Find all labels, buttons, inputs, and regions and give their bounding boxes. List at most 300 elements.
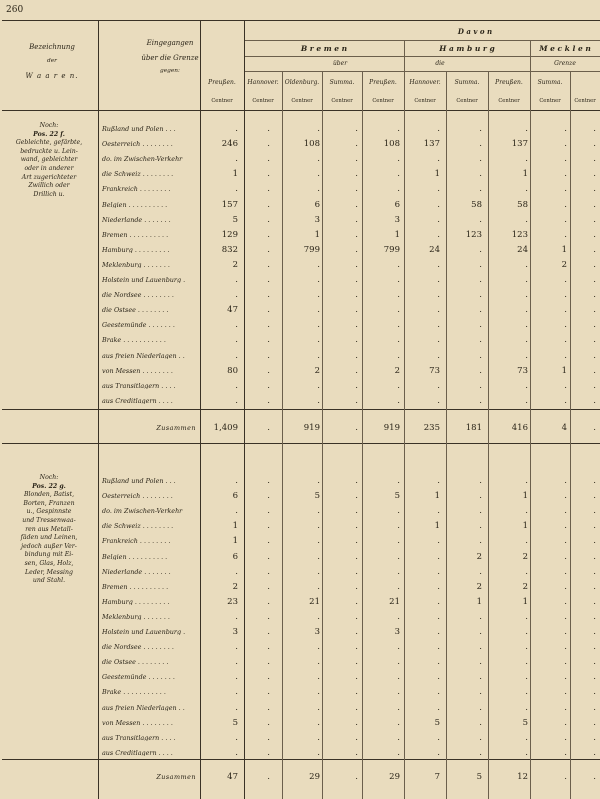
table-cell: . [564, 672, 567, 683]
table-cell: . [479, 702, 482, 713]
table-cell: 1 [561, 365, 567, 376]
origin-label: die Schweiz . . . . . . . . [102, 523, 174, 530]
table-cell: 5 [232, 717, 238, 728]
goods-description-line: Zwillich oder [28, 182, 70, 190]
table-cell: . [564, 124, 567, 134]
table-cell: . [437, 536, 440, 547]
table-cell: . [525, 305, 528, 316]
table-cell: . [593, 672, 596, 683]
table-cell: . [564, 491, 567, 502]
goods-description-line: Noch: [39, 122, 59, 129]
total-label: Zusammen [156, 424, 196, 432]
table-cell: . [437, 124, 440, 134]
table-cell: . [437, 476, 440, 486]
origin-label: Holstein und Lauenburg . [102, 629, 186, 636]
table-cell: . [317, 184, 320, 195]
table-cell: . [317, 551, 320, 562]
table-cell: . [479, 657, 482, 668]
table-cell: . [593, 305, 596, 316]
table-cell: . [564, 476, 567, 486]
table-cell: . [525, 732, 528, 743]
origin-label: Brake . . . . . . . . . . . [102, 337, 166, 344]
table-cell: . [593, 687, 596, 698]
table-cell: . [479, 521, 482, 532]
table-cell: . [267, 350, 270, 361]
table-cell: . [593, 506, 596, 517]
table-cell: . [317, 581, 320, 592]
table-cell: . [317, 747, 320, 758]
table-cell: . [267, 596, 270, 607]
table-cell: . [479, 380, 482, 391]
table-cell: 47 [227, 305, 238, 316]
table-cell: . [355, 566, 358, 577]
total-cell: . [564, 772, 567, 782]
subcol-header: Oldenburg. [284, 79, 320, 86]
table-cell: . [437, 611, 440, 622]
table-cell: . [355, 169, 358, 180]
total-cell: . [267, 423, 270, 433]
table-cell: . [479, 214, 482, 225]
table-cell: . [437, 290, 440, 301]
header-davon: D a v o n [457, 27, 493, 36]
origin-label: Belgien . . . . . . . . . . [102, 553, 168, 560]
total-cell: 919 [383, 423, 400, 433]
rule-col [362, 71, 363, 799]
origin-label: die Nordsee . . . . . . . . [102, 292, 174, 299]
table-cell: . [397, 551, 400, 562]
table-cell: . [564, 229, 567, 240]
unit-label: Centner [498, 98, 520, 104]
table-cell: . [593, 139, 596, 150]
origin-label: Meklenburg . . . . . . . [102, 613, 170, 621]
table-cell: 1 [561, 244, 567, 255]
table-cell: 73 [429, 365, 440, 376]
table-cell: . [397, 672, 400, 683]
origin-label: die Ostsee . . . . . . . . [102, 307, 169, 314]
table-cell: 799 [303, 244, 320, 255]
goods-description-line: Blonden, Batist, [23, 491, 75, 499]
table-cell: 1 [522, 169, 528, 180]
table-cell: 1 [434, 521, 440, 532]
table-cell: . [593, 395, 596, 406]
table-cell: 5 [314, 491, 320, 502]
table-cell: . [593, 491, 596, 502]
table-cell: . [317, 506, 320, 517]
table-cell: . [525, 476, 528, 486]
table-cell: . [267, 506, 270, 517]
table-cell: . [267, 335, 270, 346]
table-cell: . [525, 335, 528, 346]
goods-description-line: Borten, Franzen [23, 499, 75, 507]
origin-label: die Schweiz . . . . . . . . [102, 171, 174, 178]
table-cell: . [235, 687, 238, 698]
table-cell: . [593, 732, 596, 743]
table-cell: . [355, 380, 358, 391]
table-cell: 24 [429, 244, 440, 255]
table-cell: . [267, 124, 270, 134]
table-cell: . [564, 320, 567, 331]
table-cell: 1 [314, 229, 320, 240]
table-cell: . [479, 747, 482, 758]
rule-group-top [244, 40, 600, 41]
table-cell: . [235, 275, 238, 285]
total-cell: 1,409 [213, 423, 238, 433]
origin-label: Niederlande . . . . . . . [102, 216, 171, 223]
table-cell: . [355, 320, 358, 331]
table-cell: . [525, 687, 528, 698]
table-cell: . [437, 596, 440, 607]
table-cell: . [267, 184, 270, 195]
table-cell: . [235, 124, 238, 134]
table-cell: . [267, 702, 270, 713]
table-cell: 5 [394, 491, 400, 502]
unit-label: Centner [252, 98, 274, 104]
table-cell: . [525, 642, 528, 653]
table-cell: . [267, 214, 270, 225]
table-cell: . [437, 657, 440, 668]
table-cell: . [479, 320, 482, 331]
total-cell: 235 [423, 423, 440, 433]
origin-label: Rußland und Polen . . . [102, 126, 176, 133]
table-cell: . [593, 275, 596, 285]
table-cell: . [437, 259, 440, 270]
table-cell: . [355, 642, 358, 653]
table-cell: . [564, 169, 567, 180]
table-cell: . [317, 672, 320, 683]
origin-label: Brake . . . . . . . . . . . [102, 689, 166, 696]
table-cell: . [267, 672, 270, 683]
table-cell: . [437, 506, 440, 517]
goods-description-line: Leder, Messing [25, 568, 73, 576]
group-header: M e c k l e n [539, 44, 591, 53]
goods-description-line: sen, Glas, Holz, [24, 559, 74, 567]
table-cell: . [397, 702, 400, 713]
table-cell: . [479, 672, 482, 683]
table-cell: . [564, 596, 567, 607]
table-cell: 2 [476, 581, 482, 592]
table-cell: . [235, 320, 238, 331]
table-cell: . [564, 380, 567, 391]
table-cell: . [437, 184, 440, 195]
unit-label: Centner [456, 98, 478, 104]
header-col1-line2: der [47, 58, 57, 64]
table-cell: 1 [232, 521, 238, 532]
table-cell: . [267, 259, 270, 270]
table-cell: 2 [522, 581, 528, 592]
table-cell: . [479, 305, 482, 316]
table-cell: . [593, 350, 596, 361]
table-cell: . [525, 702, 528, 713]
table-cell: . [355, 229, 358, 240]
table-cell: . [479, 642, 482, 653]
table-cell: . [235, 702, 238, 713]
origin-label: Geestemünde . . . . . . . [102, 322, 175, 329]
table-cell: . [397, 320, 400, 331]
table-cell: . [397, 747, 400, 758]
table-cell: . [397, 275, 400, 285]
goods-description-line: Art zugerichteter [21, 173, 77, 181]
table-cell: . [525, 395, 528, 406]
total-cell: 919 [303, 423, 320, 433]
table-cell: . [525, 672, 528, 683]
table-cell: . [397, 566, 400, 577]
table-cell: . [564, 335, 567, 346]
table-cell: 3 [232, 627, 238, 637]
table-cell: . [317, 275, 320, 285]
table-cell: . [317, 657, 320, 668]
goods-description-line: Gebleichte, gefärbte, [15, 139, 83, 147]
table-cell: . [397, 581, 400, 592]
rule-section1-end [2, 443, 600, 444]
table-cell: . [525, 627, 528, 637]
table-cell: . [479, 611, 482, 622]
table-cell: 6 [394, 199, 400, 210]
table-cell: 3 [394, 214, 400, 225]
table-cell: . [317, 521, 320, 532]
table-cell: . [267, 521, 270, 532]
table-cell: . [564, 290, 567, 301]
table-cell: . [355, 491, 358, 502]
table-cell: 1 [232, 536, 238, 547]
table-cell: 1 [522, 491, 528, 502]
table-cell: . [593, 184, 596, 195]
rule-top [2, 20, 600, 21]
rule-col [404, 71, 405, 799]
unit-label: Centner [539, 98, 561, 104]
table-cell: . [479, 350, 482, 361]
table-cell: . [235, 395, 238, 406]
table-cell: . [525, 259, 528, 270]
table-cell: . [355, 154, 358, 165]
table-cell: . [593, 551, 596, 562]
table-cell: . [564, 702, 567, 713]
table-cell: . [397, 305, 400, 316]
table-cell: . [267, 536, 270, 547]
goods-description-line: wand, gebleichter [20, 156, 78, 164]
group-header: B r e m e n [300, 44, 348, 53]
table-cell: . [317, 154, 320, 165]
table-cell: . [317, 350, 320, 361]
table-cell: . [397, 335, 400, 346]
header-col2-line1: Eingegangen [146, 39, 194, 47]
table-cell: . [317, 687, 320, 698]
table-cell: . [317, 642, 320, 653]
table-cell: . [437, 687, 440, 698]
page-number: 260 [6, 5, 24, 15]
goods-description-line: Noch: [39, 474, 59, 481]
table-cell: 2 [561, 259, 567, 270]
origin-label: do. im Zwischen-Verkehr [102, 508, 183, 515]
table-cell: . [564, 732, 567, 743]
table-cell: . [593, 169, 596, 180]
table-cell: . [355, 611, 358, 622]
table-cell: . [355, 627, 358, 637]
origin-label: aus Creditlagern . . . . [102, 397, 173, 405]
table-cell: . [397, 687, 400, 698]
rule-group-divider [404, 40, 405, 71]
total-cell: 47 [227, 772, 238, 782]
origin-label: Geestemünde . . . . . . . [102, 674, 175, 681]
header-col2-line2: über die Grenze [141, 54, 199, 62]
table-cell: . [235, 154, 238, 165]
rule-col [446, 71, 447, 799]
table-cell: 832 [221, 244, 238, 255]
table-cell: 5 [434, 717, 440, 728]
table-cell: . [317, 476, 320, 486]
table-cell: . [593, 717, 596, 728]
table-cell: . [479, 732, 482, 743]
table-cell: . [355, 124, 358, 134]
table-cell: . [267, 275, 270, 285]
goods-description-line: ren aus Metall- [25, 525, 73, 533]
origin-label: aus freien Niederlagen . . [102, 352, 185, 359]
table-cell: . [479, 476, 482, 486]
origin-label: Oesterreich . . . . . . . . [102, 493, 173, 500]
table-cell: . [593, 581, 596, 592]
origin-label: do. im Zwischen-Verkehr [102, 156, 183, 163]
header-col1-line1: Bezeichnung [29, 43, 75, 51]
goods-description-line: jedoch außer Ver- [21, 542, 77, 550]
goods-description-line: Pos. 22 g. [32, 482, 66, 490]
table-cell: . [317, 611, 320, 622]
rule-col [530, 71, 531, 799]
table-cell: . [317, 305, 320, 316]
table-cell: . [235, 732, 238, 743]
table-cell: . [437, 642, 440, 653]
table-cell: . [525, 506, 528, 517]
table-cell: . [564, 214, 567, 225]
table-cell: . [479, 184, 482, 195]
origin-label: aus Transitlagern . . . . [102, 734, 176, 742]
total-cell: . [593, 423, 596, 433]
table-cell: . [355, 365, 358, 376]
table-cell: . [564, 627, 567, 637]
table-cell: . [397, 290, 400, 301]
table-cell: . [267, 395, 270, 406]
table-cell: . [437, 229, 440, 240]
table-cell: 6 [232, 551, 238, 562]
subcol-header: Preußen. [208, 79, 236, 86]
table-cell: . [479, 290, 482, 301]
table-cell: . [564, 139, 567, 150]
total-cell: . [267, 772, 270, 782]
rule-col [244, 20, 245, 799]
table-cell: 137 [423, 139, 440, 150]
goods-description-line: Pos. 22 f. [33, 130, 65, 138]
table-cell: 3 [394, 627, 400, 637]
subcol-header: Summa. [537, 79, 563, 86]
table-cell: . [267, 154, 270, 165]
total-cell: 5 [476, 772, 482, 782]
table-cell: . [437, 380, 440, 391]
unit-label: Centner [372, 98, 394, 104]
table-cell: . [525, 566, 528, 577]
table-cell: . [525, 536, 528, 547]
table-cell: . [235, 642, 238, 653]
table-cell: . [355, 244, 358, 255]
table-cell: . [397, 124, 400, 134]
table-cell: . [593, 259, 596, 270]
table-cell: . [397, 506, 400, 517]
table-cell: . [317, 702, 320, 713]
table-cell: . [564, 717, 567, 728]
table-cell: . [397, 380, 400, 391]
table-cell: 137 [511, 139, 528, 150]
table-cell: . [267, 476, 270, 486]
table-cell: 73 [517, 365, 528, 376]
table-cell: . [593, 244, 596, 255]
table-cell: . [355, 335, 358, 346]
table-cell: . [593, 380, 596, 391]
table-cell: . [564, 154, 567, 165]
origin-label: von Messen . . . . . . . . [102, 367, 173, 374]
origin-label: Frankreich . . . . . . . . [102, 186, 171, 193]
total-cell: 181 [465, 423, 482, 433]
origin-label: Oesterreich . . . . . . . . [102, 141, 173, 148]
table-cell: . [437, 275, 440, 285]
origin-label: Hamburg . . . . . . . . . [102, 598, 170, 606]
unit-label: Centner [291, 98, 313, 104]
total-label: Zusammen [156, 773, 196, 781]
table-cell: . [564, 506, 567, 517]
table-cell: . [479, 154, 482, 165]
table-cell: 2 [232, 259, 238, 270]
table-cell: . [317, 566, 320, 577]
table-cell: . [267, 732, 270, 743]
table-cell: . [564, 642, 567, 653]
table-cell: . [479, 536, 482, 547]
table-cell: . [525, 380, 528, 391]
table-cell: . [355, 747, 358, 758]
table-cell: . [267, 290, 270, 301]
table-cell: . [564, 184, 567, 195]
unit-label: Centner [574, 98, 596, 104]
origin-label: aus Transitlagern . . . . [102, 382, 176, 390]
table-cell: . [235, 335, 238, 346]
table-cell: . [267, 611, 270, 622]
total-cell: . [593, 772, 596, 782]
table-cell: . [397, 184, 400, 195]
total-cell: 4 [561, 423, 567, 433]
table-cell: . [235, 611, 238, 622]
table-cell: 2 [314, 365, 320, 376]
table-cell: . [564, 687, 567, 698]
table-cell: 1 [522, 596, 528, 607]
table-cell: . [397, 476, 400, 486]
table-cell: 2 [232, 581, 238, 592]
table-cell: . [355, 139, 358, 150]
table-cell: 123 [511, 229, 528, 240]
table-cell: . [564, 395, 567, 406]
table-cell: . [525, 290, 528, 301]
table-cell: . [355, 214, 358, 225]
table-cell: . [267, 229, 270, 240]
table-cell: . [525, 611, 528, 622]
table-cell: . [593, 214, 596, 225]
table-cell: . [593, 642, 596, 653]
table-cell: . [437, 702, 440, 713]
table-cell: . [317, 259, 320, 270]
origin-label: aus Creditlagern . . . . [102, 749, 173, 757]
table-cell: . [317, 169, 320, 180]
table-cell: . [317, 320, 320, 331]
table-cell: . [235, 184, 238, 195]
table-cell: . [355, 199, 358, 210]
origin-label: Frankreich . . . . . . . . [102, 538, 171, 545]
total-cell: 416 [511, 423, 528, 433]
subcol-header: Hannover. [247, 79, 279, 86]
table-cell: . [397, 717, 400, 728]
